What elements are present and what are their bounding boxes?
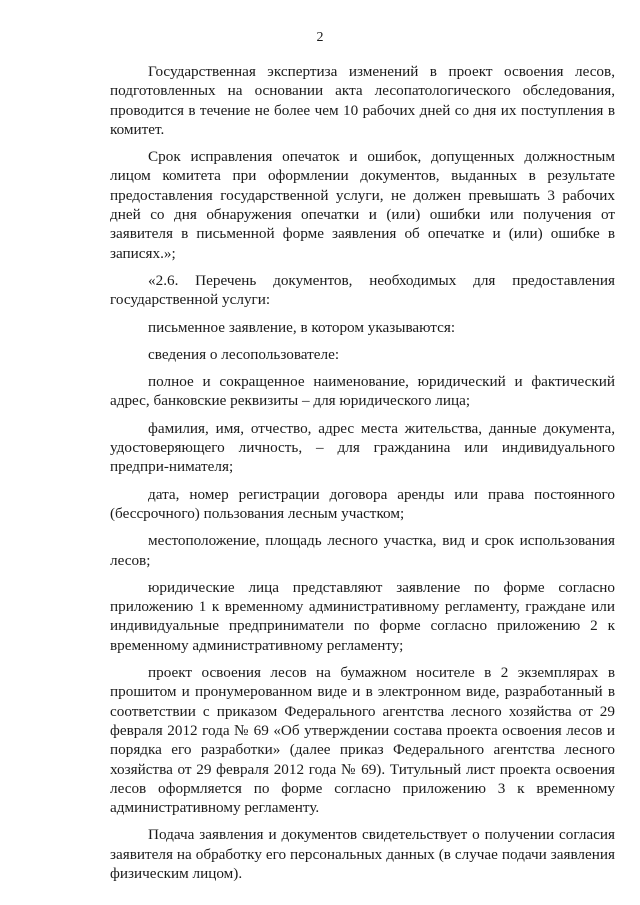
paragraph-correction-term: Срок исправления опечаток и ошибок, допущенных должностным лицом комитета при оформлении документов, выданных в результате предоставления государственной услуги, не должен превышать 3 рабочих дней со дня обнаружения опечатки и (или) ошибки или получения от заявителя в письменной форме заявления об опечатке и (или) ошибке в записях.»; bbox=[110, 148, 615, 262]
paragraph-legal-entity-info: полное и сокращенное наименование, юридический и фактический адрес, банковские реквизиты – для юридического лица; bbox=[110, 373, 615, 410]
page-number: 2 bbox=[316, 30, 324, 45]
paragraph-citizen-info: фамилия, имя, отчество, адрес места жительства, данные документа, удостоверяющего личность, – для гражданина или индивидуального предпри-нимателя; bbox=[110, 419, 615, 476]
paragraph-expertise-term: Государственная экспертиза изменений в проект освоения лесов, подготовленных на основании акта лесопатологического обследования, проводится в течение не более чем 10 рабочих дней со дня их поступления в комитет. bbox=[110, 63, 615, 138]
paragraph-plot-location: местоположение, площадь лесного участка, вид и срок использования лесов; bbox=[110, 532, 615, 569]
paragraph-forest-project: проект освоения лесов на бумажном носителе в 2 экземплярах в прошитом и пронумерованном виде и в электронном виде, разработанный в соответствии с приказом Федерального агентства лесного хозяйства от 29 февраля 2012 года № 69 «Об утверждении состава проекта освоения лесов и порядка его разработки» (далее приказ Федерального агентства лесного хозяйства от 29 февраля 2012 года № 69). Титульный лист проекта освоения лесов оформляется по форме согласно приложению 3 к временному административному регламенту. bbox=[110, 664, 615, 817]
paragraph-lease-registration: дата, номер регистрации договора аренды или права постоянного (бессрочного) пользования лесным участком; bbox=[110, 485, 615, 522]
paragraph-section-2-6: «2.6. Перечень документов, необходимых для предоставления государственной услуги: bbox=[110, 271, 615, 309]
paragraph-consent: Подача заявления и документов свидетельствует о получении согласия заявителя на обработку его персональных данных (в случае подачи заявления физическим лицом). bbox=[110, 826, 615, 882]
document-body bbox=[110, 62, 615, 891]
paragraph-application-forms: юридические лица представляют заявление по форме согласно приложению 1 к временному административному регламенту, граждане или индивидуальные предприниматели по форме согласно приложению 2 к временному административному регламенту; bbox=[110, 578, 615, 654]
paragraph-user-info: сведения о лесопользователе: bbox=[148, 345, 340, 363]
paragraph-written-application: письменное заявление, в котором указываются: bbox=[148, 318, 456, 336]
